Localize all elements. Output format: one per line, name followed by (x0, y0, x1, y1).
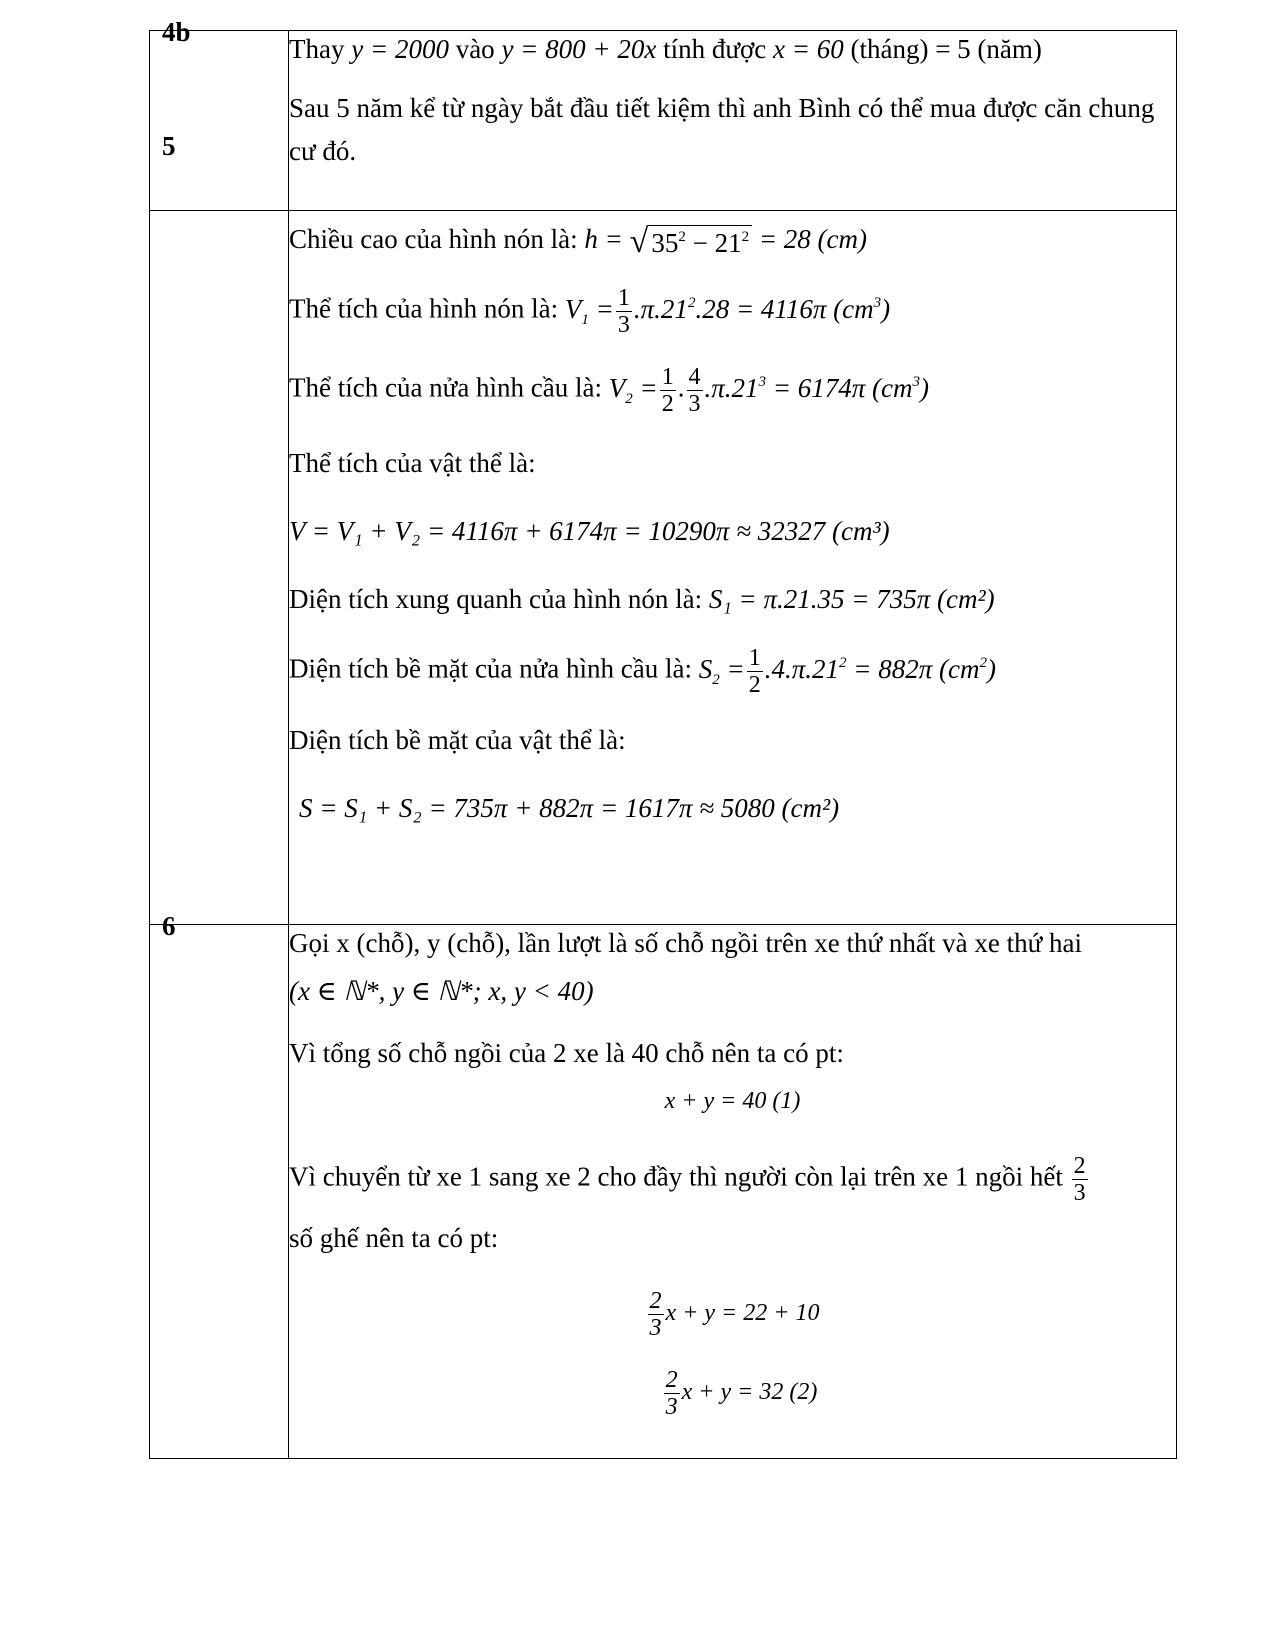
question-number: 4b (162, 17, 191, 47)
denominator: 3 (649, 1315, 662, 1341)
math-span: x = 60 (773, 34, 844, 64)
math-span: V (608, 372, 626, 403)
denominator: 2 (748, 672, 761, 698)
numerator: 2 (1073, 1153, 1086, 1179)
fraction (660, 364, 676, 417)
question-number: 5 (162, 131, 176, 161)
radicand: $35^2 - 21^2$ (648, 225, 752, 259)
row-5 (150, 211, 1177, 925)
total-surface-equation: S = S₁ + S₂ = 735π + 882π = 1617π ≈ 5080 (cm²) (299, 793, 840, 823)
fraction (1072, 1153, 1088, 1206)
total-surface-label: Diện tích bề mặt của vật thể là: (289, 725, 626, 755)
text-span: (tháng) = 5 (năm) (843, 34, 1042, 64)
row-4b (150, 31, 1177, 211)
denominator: 3 (665, 1394, 678, 1420)
answer-cell (289, 31, 1177, 211)
math-span: .π.21 (633, 293, 688, 324)
numerator: 2 (649, 1288, 662, 1314)
text-span: Diện tích bề mặt của nửa hình cầu là: (289, 653, 692, 684)
question-number-cell (150, 17, 289, 211)
math-span: x + y = 32 (2) (681, 1379, 818, 1406)
math-sub: 1 (581, 311, 589, 328)
math-span: S (698, 653, 713, 684)
fraction (648, 1288, 664, 1341)
numerator: 1 (748, 645, 761, 671)
question-number-cell (150, 131, 289, 925)
fraction (687, 364, 703, 417)
text-span: vào (448, 34, 502, 64)
math-span: .28 = 4116π (cm (695, 293, 874, 324)
math-sub: 2 (625, 390, 633, 407)
numerator: 2 (665, 1367, 678, 1393)
reason-line (289, 1153, 1176, 1206)
text-span: Thể tích của nửa hình cầu là: (289, 372, 603, 403)
math-span: = 6174π (cm (766, 372, 913, 403)
s1-line (289, 579, 1176, 619)
numerator: 1 (661, 364, 674, 390)
fraction (747, 645, 763, 698)
intro-line: Gọi x (chỗ), y (chỗ), lần lượt là số chỗ ngồi trên xe thứ nhất và xe thứ hai (289, 928, 1082, 958)
math-span: y = 800 + 20x (501, 34, 657, 64)
question-number-cell (150, 911, 289, 1459)
numerator: 1 (617, 285, 630, 311)
denominator: 3 (1073, 1180, 1086, 1206)
text-span: Thể tích của hình nón là: (289, 293, 559, 324)
equation-3 (289, 1367, 1176, 1420)
math-span: S₁ = π.21.35 = 735π (cm²) (708, 584, 995, 614)
s2-line: Diện tích bề mặt của nửa hình cầu là: $S_2$ = $\frac{1}{2}$ $.4.\pi.21^2 = 882\pi$ $(cm^2)$ (289, 645, 996, 698)
radical-sign: √ (629, 222, 649, 260)
sqrt-expression (629, 222, 752, 260)
denominator: 3 (688, 391, 701, 417)
math-span: h = (584, 224, 623, 254)
answer-line: Sau 5 năm kể từ ngày bắt đầu tiết kiệm thì anh Bình có thể mua được căn chung cư đó. (289, 93, 1155, 166)
math-span: x + y = 22 + 10 (665, 1300, 820, 1327)
math-span: = 882π (cm (846, 653, 980, 684)
total-volume-label: Thể tích của vật thể là: (289, 448, 536, 478)
math-span: .4.π.21 (764, 653, 839, 684)
denominator: 3 (617, 312, 630, 338)
text-span: Chiều cao của hình nón là: (289, 224, 578, 254)
fraction (664, 1367, 680, 1420)
math-span: = 28 (cm) (758, 224, 867, 254)
question-number: 6 (162, 911, 176, 941)
math-span: 21 (714, 227, 742, 258)
denominator: 2 (661, 391, 674, 417)
total-volume-equation: V = V₁ + V₂ = 4116π + 6174π = 10290π ≈ 32327 (cm³) (289, 516, 890, 546)
answer-cell (289, 211, 1177, 925)
v2-line: Thể tích của nửa hình cầu là: $V_2$ = $\frac{1}{2}$ . $\frac{4}{3}$ $.\pi.21^3 = 6174\pi$ $(cm^3)$ (289, 364, 930, 417)
text-span: Diện tích xung quanh của hình nón là: (289, 584, 703, 614)
reason-line: số ghế nên ta có pt: (289, 1223, 499, 1253)
answer-cell (289, 925, 1177, 1459)
answer-line (289, 29, 1176, 69)
math-span: V (564, 293, 582, 324)
condition-line: (x ∈ ℕ*, y ∈ ℕ*; x, y < 40) (289, 976, 594, 1006)
row-6 (150, 925, 1177, 1459)
numerator: 4 (688, 364, 701, 390)
text-span: Thay (289, 34, 352, 64)
height-line (289, 219, 1176, 259)
answer-table (149, 17, 1177, 1459)
math-span: .π.21 (704, 372, 759, 403)
fraction (616, 285, 632, 338)
equation-2 (289, 1288, 1176, 1341)
math-sub: 2 (712, 671, 720, 688)
reason-line: Vì tổng số chỗ ngồi của 2 xe là 40 chỗ nên ta có pt: (289, 1038, 844, 1068)
equation-1: x + y = 40 (1) (664, 1088, 801, 1114)
math-span: y = 2000 (351, 34, 449, 64)
text-span: tính được (656, 34, 774, 64)
v1-line: Thể tích của hình nón là: $V_1$ = $\frac{1}{3}$ $.\pi.21^2.28 = 4116\pi$ $(cm^3)$ (289, 285, 891, 338)
text-span: Vì chuyển từ xe 1 sang xe 2 cho đầy thì người còn lại trên xe 1 ngồi hết (289, 1161, 1063, 1192)
math-span: 35 (651, 227, 679, 258)
